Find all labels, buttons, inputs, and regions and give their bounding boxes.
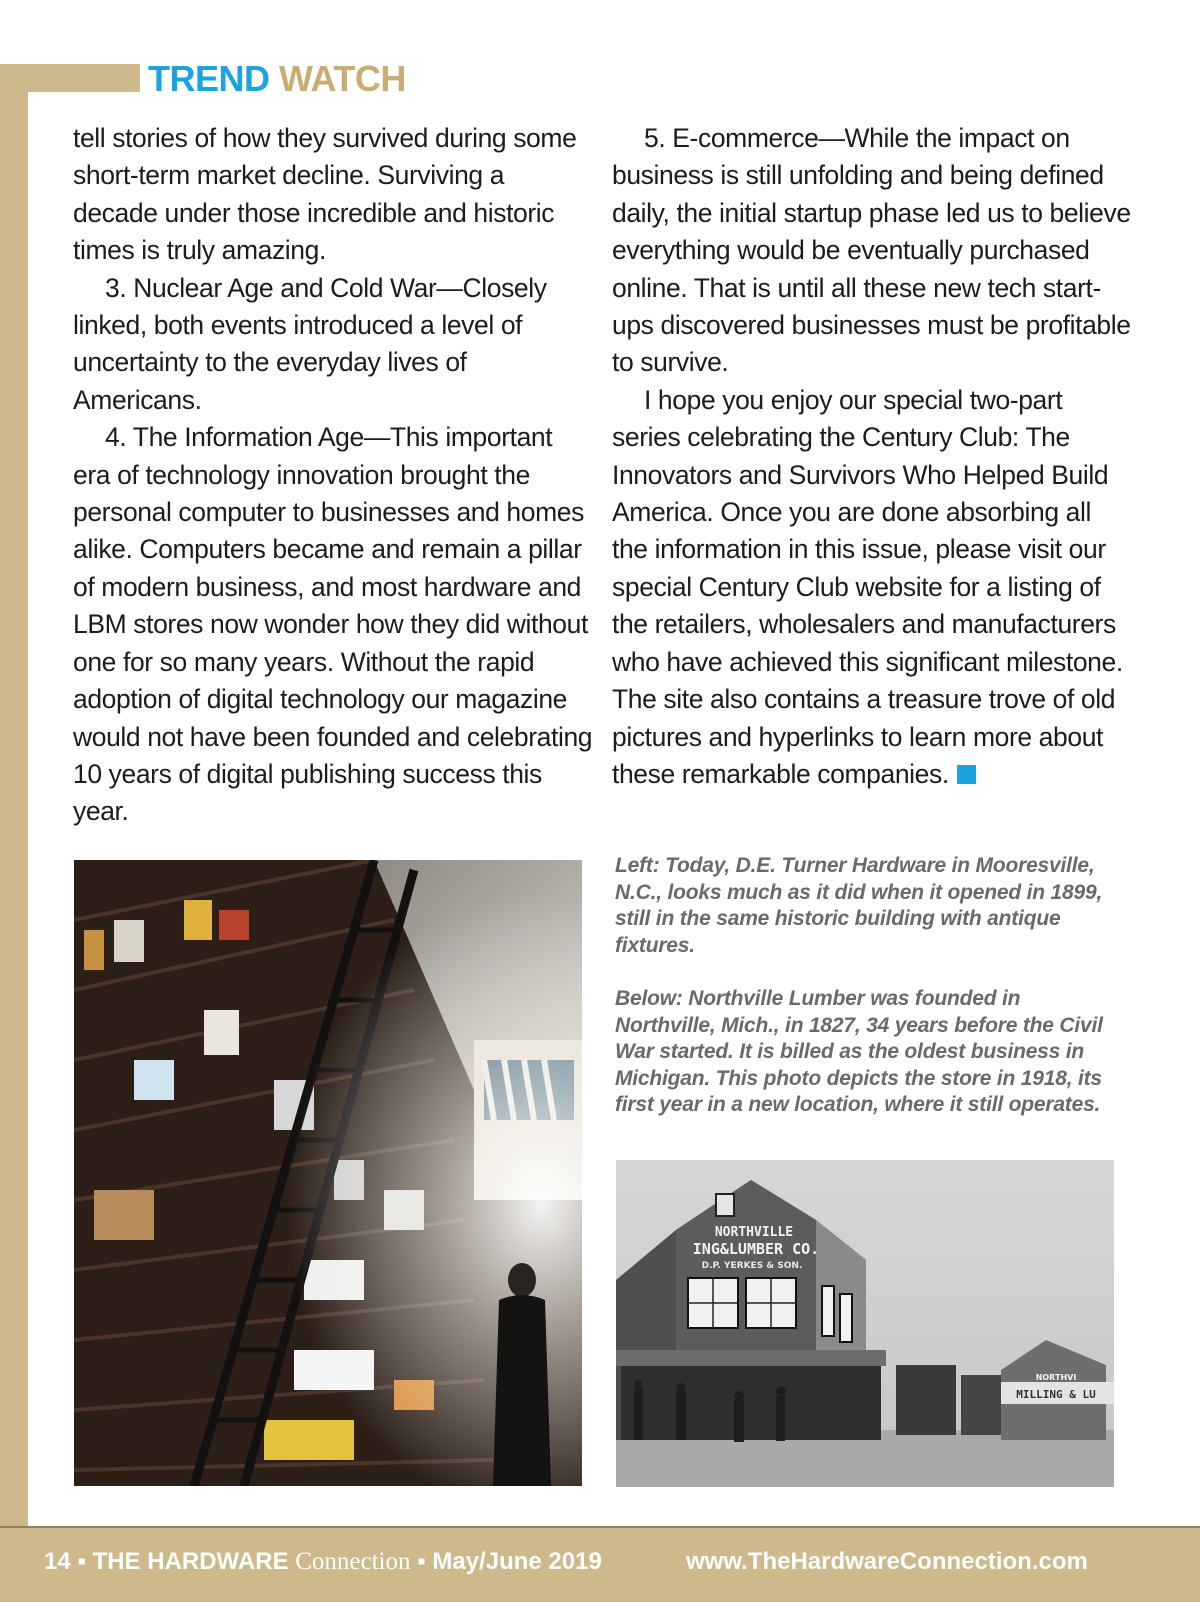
section-title — [148, 58, 406, 100]
magazine-name: THE HARDWARE — [92, 1548, 289, 1575]
paragraph: 3. Nuclear Age and Cold War—Closely linked, both events introduced a level of uncertainty to the everyday lives of Americans. — [73, 272, 547, 415]
photo-sign-line1: NORTHVILLE — [714, 1225, 794, 1240]
paragraph: 5. E-commerce—While the impact on business is still unfolding and being defined daily, the initial startup phase led us to believe everything would be eventually purchased online. That is until all these new tech start-ups discovered businesses must be profitable to survive. — [612, 123, 1131, 378]
footer-website-link[interactable]: www.TheHardwareConnection.com — [686, 1548, 1088, 1575]
magazine-name-connection: Connection — [295, 1548, 411, 1575]
footer-publication — [44, 1548, 602, 1576]
paragraph: tell stories of how they survived during some short-term market decline. Surviving a decade under those incredible and historic times is truly amazing. — [73, 123, 577, 266]
paragraph — [612, 382, 1132, 793]
paragraph-text: I hope you enjoy our special two-part series celebrating the Century Club: The Innovators and Survivors Who Helped Build America. Once you are done absorbing all the information in this issue, please visit our special Century Club website for a listing of the retailers, wholesalers and manufacturers who have achieved this significant milestone. The site also contains a treasure trove of old pictures and hyperlinks to learn more about these remarkable companies. — [612, 384, 1123, 789]
separator-icon: ▪ — [417, 1548, 426, 1575]
caption-below-photo: Below: Northville Lumber was founded in Northville, Mich., in 1827, 34 years before the Civil War started. It is billed as the oldest business in Michigan. This photo depicts the store in 1918, its first year in a new location, where it still operates. — [615, 987, 1103, 1116]
page-number: 14 — [44, 1548, 71, 1575]
left-accent-bar — [0, 64, 28, 1526]
right-column — [612, 120, 1132, 793]
issue-date: May/June 2019 — [432, 1548, 602, 1575]
northville-lumber-illustration — [616, 1160, 1114, 1487]
caption-left-photo: Left: Today, D.E. Turner Hardware in Mooresville, N.C., looks much as it did when it opened in 1899, still in the same historic building with antique fixtures. — [615, 854, 1103, 957]
header-accent-bar — [0, 64, 140, 92]
photo-sign-side2: MILLING & LU — [1016, 1388, 1096, 1401]
left-column — [73, 120, 593, 831]
photo-sign-line2: ING&LUMBER CO. — [692, 1240, 820, 1258]
photo-sign-side1: NORTHVI — [1035, 1373, 1077, 1382]
paragraph: 4. The Information Age—This important era of technology innovation brought the personal computer to businesses and homes alike. Computers became and remain a pillar of modern business, and most hardware and LBM stores now wonder how they did without one for so many years. Without the rapid adoption of digital technology our magazine would not have been founded and celebrating 10 years of digital publishing success this year. — [73, 422, 593, 827]
section-title-word1: TREND — [148, 58, 270, 99]
hardware-store-photo — [74, 860, 582, 1486]
section-title-word2: WATCH — [279, 58, 406, 99]
hardware-store-illustration — [74, 860, 582, 1486]
photo-sign-line3: D.P. YERKES & SON. — [701, 1261, 803, 1271]
northville-lumber-photo — [616, 1160, 1114, 1487]
end-mark-icon — [957, 765, 976, 784]
separator-icon: ▪ — [77, 1548, 86, 1575]
